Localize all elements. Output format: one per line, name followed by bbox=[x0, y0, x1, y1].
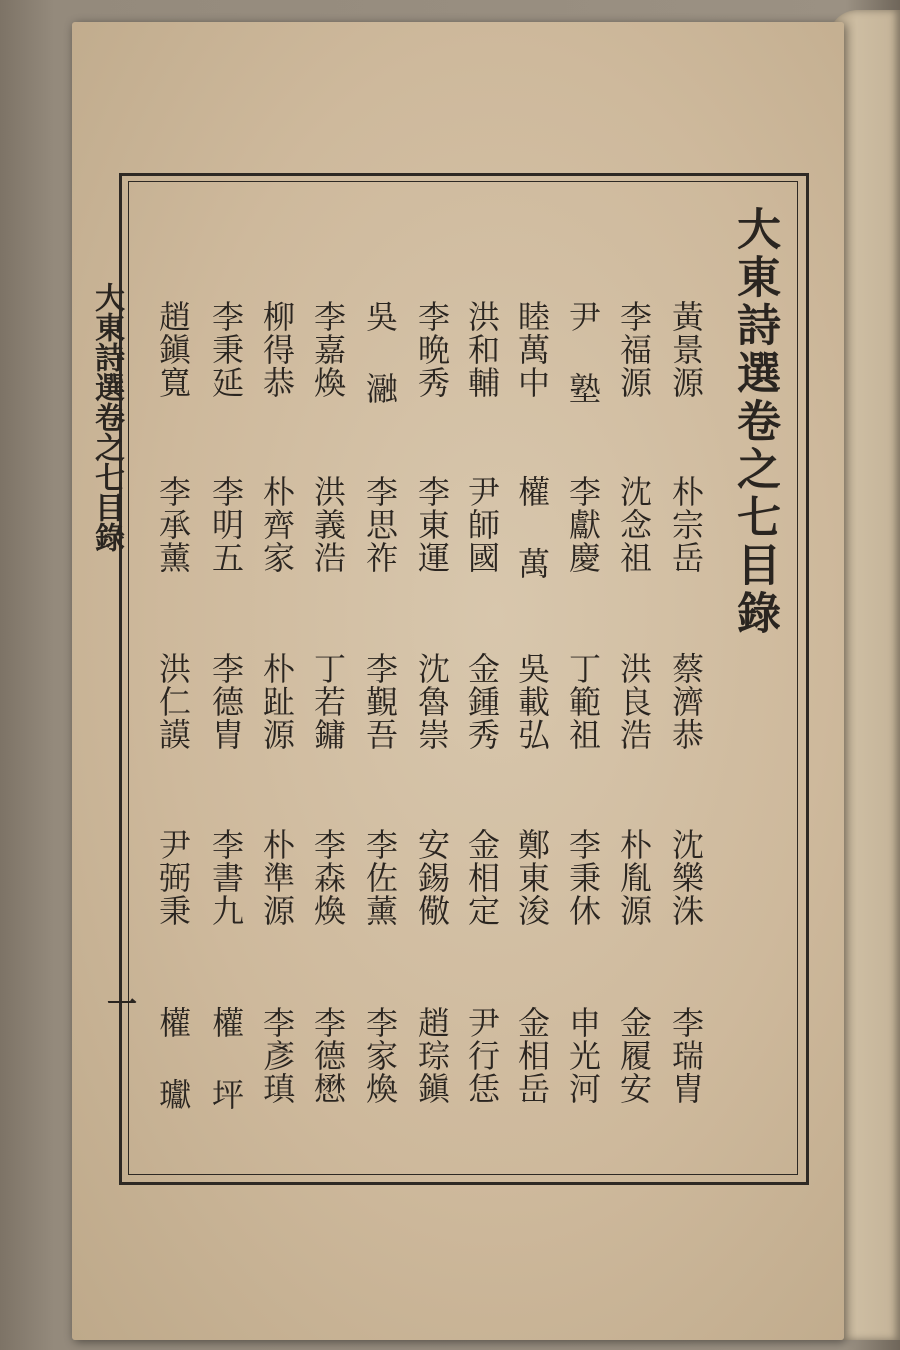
author-name: 安錫儆 bbox=[413, 828, 451, 927]
author-name: 丁若鏞 bbox=[309, 652, 347, 751]
author-name: 尹師國 bbox=[463, 475, 501, 574]
margin-title: 大東詩選卷之七目錄 bbox=[89, 282, 124, 552]
author-name: 李思祚 bbox=[361, 475, 399, 574]
author-name: 吳 瀜 bbox=[361, 300, 399, 405]
author-name: 李德胄 bbox=[207, 652, 245, 751]
author-name: 金相岳 bbox=[513, 1006, 551, 1105]
author-name: 睦萬中 bbox=[513, 300, 551, 399]
author-name: 朴宗岳 bbox=[667, 475, 705, 574]
author-name: 李晩秀 bbox=[413, 300, 451, 399]
author-name: 李覲吾 bbox=[361, 652, 399, 751]
author-name: 李森煥 bbox=[309, 828, 347, 927]
author-name: 洪良浩 bbox=[615, 652, 653, 751]
author-name: 吳載弘 bbox=[513, 652, 551, 751]
author-name: 權 瓛 bbox=[154, 1006, 192, 1111]
author-name: 李秉延 bbox=[207, 300, 245, 399]
author-name: 李福源 bbox=[615, 300, 653, 399]
author-name: 尹 塾 bbox=[564, 300, 602, 405]
author-name: 申光河 bbox=[564, 1006, 602, 1105]
author-name: 李承薰 bbox=[154, 475, 192, 574]
author-name: 尹弼秉 bbox=[154, 828, 192, 927]
author-name: 趙琮鎭 bbox=[413, 1006, 451, 1105]
author-name: 丁範祖 bbox=[564, 652, 602, 751]
author-name: 金履安 bbox=[615, 1006, 653, 1105]
author-name: 李東運 bbox=[413, 475, 451, 574]
author-name: 趙鎭寬 bbox=[154, 300, 192, 399]
author-name: 李明五 bbox=[207, 475, 245, 574]
author-name: 沈念祖 bbox=[615, 475, 653, 574]
author-name: 權 坪 bbox=[207, 1006, 245, 1111]
author-name: 李獻慶 bbox=[564, 475, 602, 574]
author-name: 鄭東浚 bbox=[513, 828, 551, 927]
author-name: 李嘉煥 bbox=[309, 300, 347, 399]
author-name: 李秉休 bbox=[564, 828, 602, 927]
author-name: 李佐薰 bbox=[361, 828, 399, 927]
author-name: 朴胤源 bbox=[615, 828, 653, 927]
author-name: 洪義浩 bbox=[309, 475, 347, 574]
author-name: 洪和輔 bbox=[463, 300, 501, 399]
page-title: 大東詩選卷之七目錄 bbox=[729, 206, 780, 638]
author-name: 洪仁謨 bbox=[154, 652, 192, 751]
author-name: 沈樂洙 bbox=[667, 828, 705, 927]
author-name: 朴準源 bbox=[258, 828, 296, 927]
author-name: 柳得恭 bbox=[258, 300, 296, 399]
author-name: 尹行恁 bbox=[463, 1006, 501, 1105]
author-name: 朴齊家 bbox=[258, 475, 296, 574]
author-name: 權 萬 bbox=[513, 475, 551, 580]
author-name: 李書九 bbox=[207, 828, 245, 927]
author-name: 李彥瑱 bbox=[258, 1006, 296, 1105]
author-name: 金鍾秀 bbox=[463, 652, 501, 751]
author-name: 沈魯崇 bbox=[413, 652, 451, 751]
author-name: 李德懋 bbox=[309, 1006, 347, 1105]
folio-number: 一 bbox=[101, 988, 136, 1018]
author-name: 李瑞胄 bbox=[667, 1006, 705, 1105]
author-name: 金相定 bbox=[463, 828, 501, 927]
author-name: 蔡濟恭 bbox=[667, 652, 705, 751]
author-name: 朴趾源 bbox=[258, 652, 296, 751]
author-name: 李家煥 bbox=[361, 1006, 399, 1105]
author-name: 黃景源 bbox=[667, 300, 705, 399]
